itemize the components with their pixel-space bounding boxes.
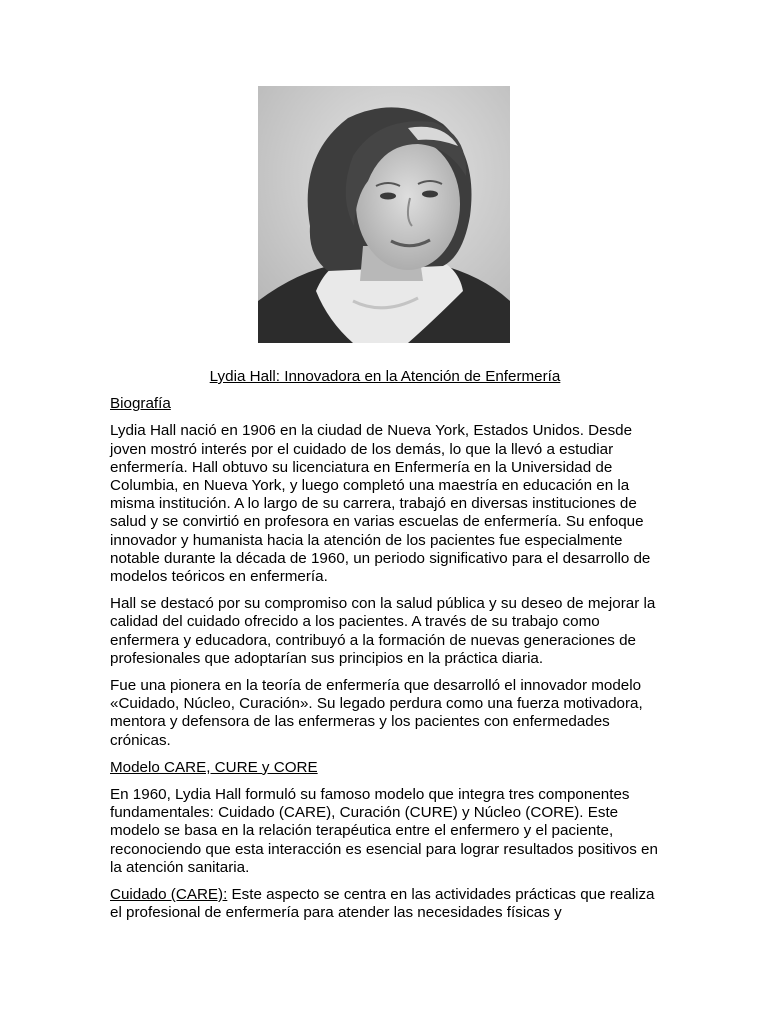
paragraph: En 1960, Lydia Hall formuló su famoso modelo que integra tres componentes fundamentales: Cuidado (CARE), Curación (CURE) y Núcleo (CORE). Este modelo se basa en la relación terapéutica entre el enfermero y el paciente, reconociendo que esta interacción es esencial para lograr resultados positivos en la atención sanitaria. — [110, 786, 658, 876]
section-heading-biografia: Biografía — [110, 395, 171, 413]
cuidado-text: Este aspecto se centra en las actividades prácticas que realiza el profesional de enfermería para atender las necesidades físicas y — [110, 886, 655, 922]
portrait-photo — [258, 86, 510, 343]
document-body — [110, 368, 660, 931]
paragraph: Hall se destacó por su compromiso con la salud pública y su deseo de mejorar la calidad del cuidado ofrecido a los pacientes. A través de su trabajo como enfermera y educadora, contribuyó a la formación de nuevas generaciones de profesionales que adoptarían sus principios en la práctica diaria. — [110, 595, 656, 667]
paragraph: Lydia Hall nació en 1906 en la ciudad de Nueva York, Estados Unidos. Desde joven mostró interés por el cuidado de los demás, lo que la llevó a estudiar enfermería. Hall obtuvo su licenciatura en Enfermería en la Universidad de Columbia, en Nueva York, y luego completó una maestría en educación en la misma institución. A lo largo de su carrera, trabajó en diversas instituciones de salud y se convirtió en profesora en varias escuelas de enfermería. Su enfoque innovador y humanista hacia la atención de los pacientes fue especialmente notable durante la década de 1960, un periodo significativo para el desarrollo de modelos teóricos en enfermería. — [110, 422, 651, 586]
paragraph-cuidado — [110, 886, 660, 922]
section-heading-modelo: Modelo CARE, CURE y CORE — [110, 758, 318, 776]
paragraph: Fue una pionera en la teoría de enfermería que desarrolló el innovador modelo «Cuidado, Núcleo, Curación». Su legado perdura como una fuerza motivadora, mentora y defensora de las enfermeras y los pacientes con enfermedades crónicas. — [110, 677, 643, 749]
inline-heading-cuidado: Cuidado (CARE): — [110, 886, 228, 904]
document-title: Lydia Hall: Innovadora en la Atención de Enfermería — [209, 368, 561, 385]
